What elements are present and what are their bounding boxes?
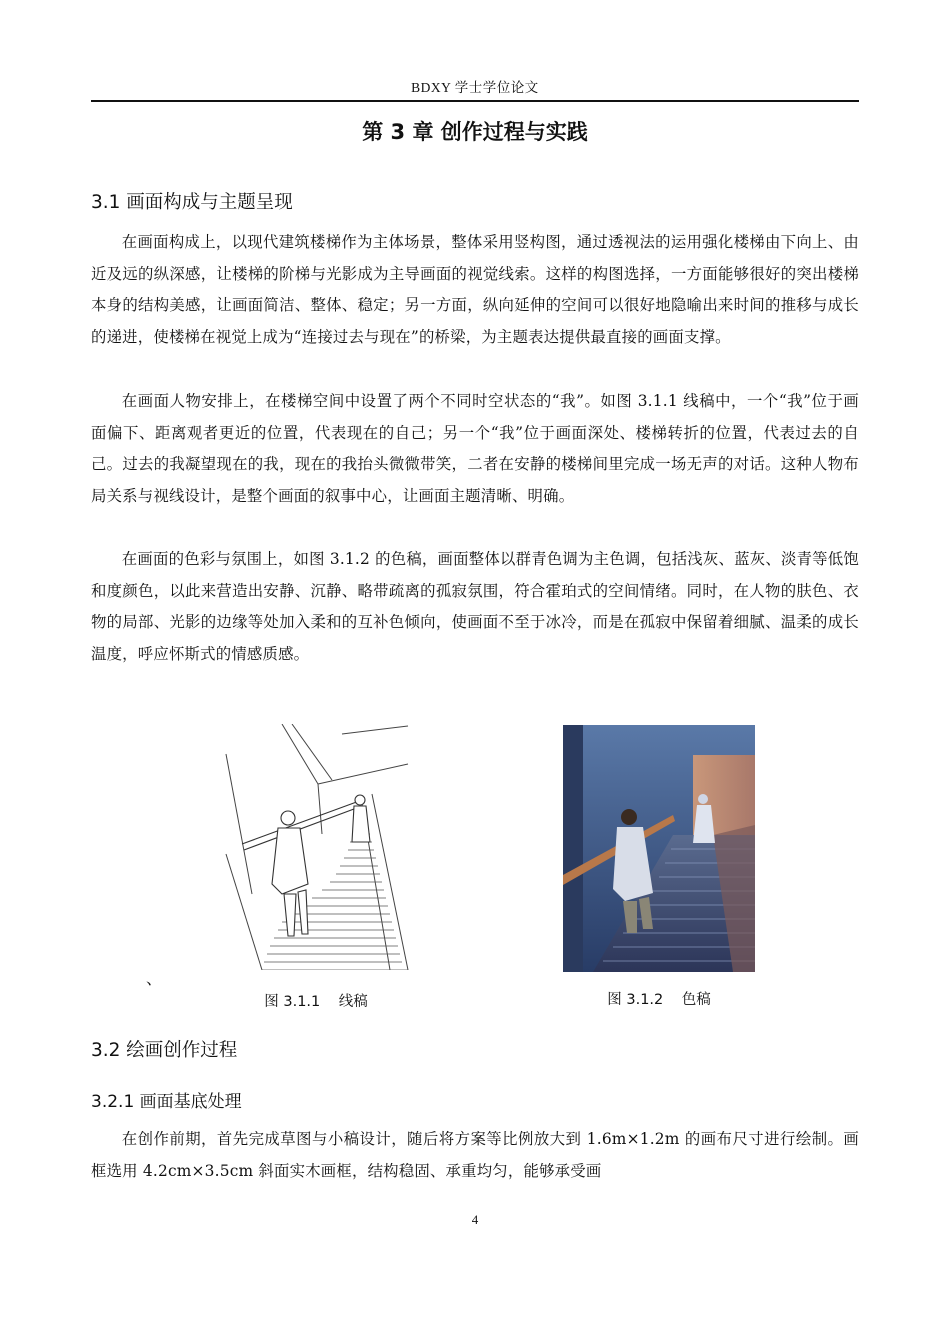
chapter-title: 第 3 章 创作过程与实践 — [362, 120, 588, 144]
paragraph-canvas-prep: 在创作前期，首先完成草图与小稿设计，随后将方案等比例放大到 1.6m×1.2m 的画布尺寸进行绘制。画框选用 4.2cm×3.5cm 斜面实木画框，结构稳固、承重均匀，能够承受画 — [91, 1130, 859, 1180]
stray-punctuation: 、 — [146, 969, 163, 988]
line-sketch-image — [222, 724, 410, 970]
figure-line-sketch — [222, 724, 410, 970]
running-header: BDXY 学士学位论文 — [411, 80, 539, 95]
header-rule — [91, 100, 859, 102]
section-heading-3-2-1: 3.2.1 画面基底处理 — [91, 1092, 242, 1112]
section-heading-3-2: 3.2 绘画创作过程 — [91, 1040, 238, 1061]
color-sketch-image — [563, 725, 755, 972]
paragraph-composition: 在画面构成上，以现代建筑楼梯作为主体场景，整体采用竖构图，通过透视法的运用强化楼梯由下向上、由近及远的纵深感，让楼梯的阶梯与光影成为主导画面的视觉线索。这样的构图选择，一方面能够很好的突出楼梯本身的结构美感，让画面简洁、整体、稳定；另一方面，纵向延伸的空间可以很好地隐喻出来时间的推移与成长的递进，使楼梯在视觉上成为“连接过去与现在”的桥梁，为主题表达提供最直接的画面支撑。 — [91, 233, 859, 346]
page-number: 4 — [471, 1212, 479, 1227]
caption-color-sketch: 图 3.1.2 色稿 — [607, 992, 711, 1008]
paragraph-color: 在画面的色彩与氛围上，如图 3.1.2 的色稿，画面整体以群青色调为主色调，包括浅灰、蓝灰、淡青等低饱和度颜色，以此来营造出安静、沉静、略带疏离的孤寂氛围，符合霍珀式的空间情绪。同时，在人物的肤色、衣物的局部、光影的边缘等处加入柔和的互补色倾向，使画面不至于冰冷，而是在孤寂中保留着细腻、温柔的成长温度，呼应怀斯式的情感质感。 — [91, 550, 859, 663]
caption-line-sketch: 图 3.1.1 线稿 — [264, 994, 368, 1010]
paragraph-figures: 在画面人物安排上，在楼梯空间中设置了两个不同时空状态的“我”。如图 3.1.1 线稿中，一个“我”位于画面偏下、距离观者更近的位置，代表现在的自己；另一个“我”位于画面深处、楼梯转折的位置，代表过去的自己。过去的我凝望现在的我，现在的我抬头微微带笑，二者在安静的楼梯间里完成一场无声的对话。这种人物布局关系与视线设计，是整个画面的叙事中心，让画面主题清晰、明确。 — [91, 392, 859, 505]
figure-color-sketch — [563, 725, 755, 972]
section-heading-3-1: 3.1 画面构成与主题呈现 — [91, 192, 293, 213]
